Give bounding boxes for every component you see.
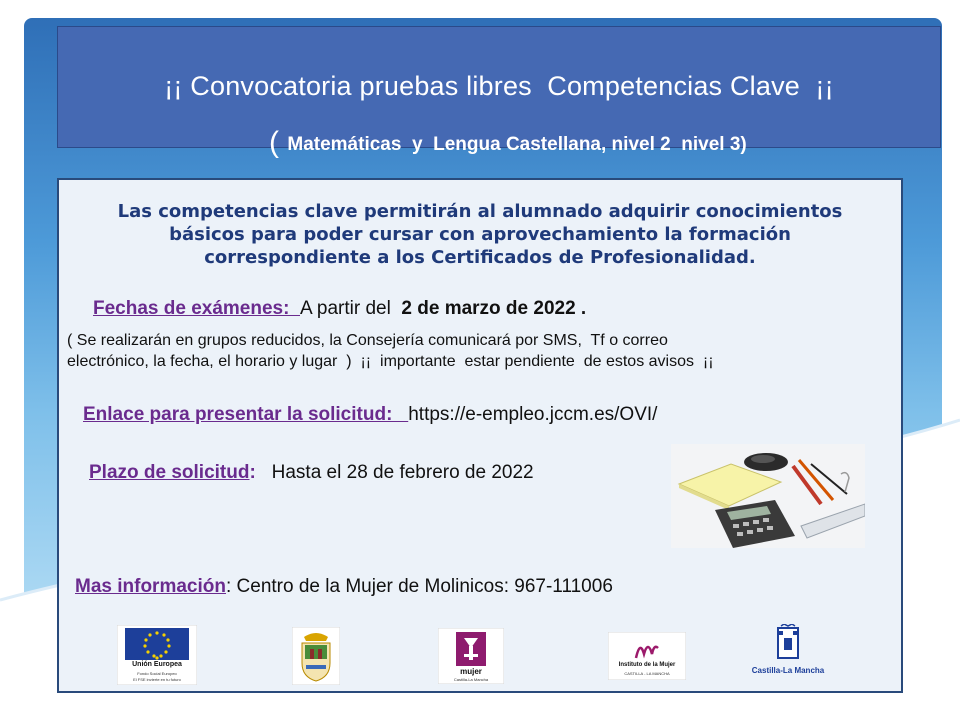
plazo-value: Hasta el 28 de febrero de 2022 <box>255 462 534 483</box>
enlace-label: Enlace para presentar la solicitud: <box>83 404 409 425</box>
enlace-url[interactable]: https://e-empleo.jccm.es/OVI/ <box>408 404 658 425</box>
fechas-note-line-1: ( Se realizarán en grupos reducidos, la Consejería comunicará por SMS, Tf o correo <box>67 332 668 349</box>
fechas-note-line-2: electrónico, la fecha, el horario y lugar ) ¡¡ importante estar pendiente de estos avisos ¡¡ <box>67 353 714 370</box>
eu-logo-sub2: El FSE invierte en tu futuro <box>133 677 181 682</box>
fechas-label: Fechas de exámenes: <box>93 298 300 319</box>
title-subjects: Matemáticas y Lengua Castellana, nivel 2 nivel 3) <box>287 134 747 155</box>
plazo-label: Plazo de solicitud <box>89 462 250 483</box>
intro-line-2: básicos para poder cursar con aprovechamiento la formación <box>169 224 791 245</box>
eu-logo <box>117 625 197 685</box>
title-heading: ¡¡ Convocatoria pruebas libres Competencias Clave ¡¡ <box>164 71 834 101</box>
title-paren: ( <box>269 126 288 159</box>
fechas-row <box>93 298 586 320</box>
info-label: Mas información <box>75 576 226 597</box>
eu-logo-name: Unión Europea <box>132 661 182 668</box>
fechas-note <box>67 330 897 372</box>
intro-line-1: Las competencias clave permitirán al alumnado adquirir conocimientos <box>117 201 843 222</box>
info-value: : Centro de la Mujer de Molinicos: 967-111006 <box>225 576 613 597</box>
instituto-logo-sub: CASTILLA - LA MANCHA <box>624 671 670 676</box>
plazo-row <box>89 462 534 484</box>
office-supplies-image <box>671 444 865 548</box>
clm-logo-name: Castilla-La Mancha <box>751 666 825 675</box>
intro-line-3: correspondiente a los Certificados de Profesionalidad. <box>204 247 756 268</box>
content-panel <box>57 178 903 693</box>
title-banner <box>57 26 941 159</box>
fechas-prefix: A partir del <box>300 298 402 319</box>
info-row <box>75 576 613 598</box>
eu-logo-sub1: Fondo Social Europeo <box>137 671 177 676</box>
castilla-la-mancha-logo <box>745 624 831 680</box>
fechas-date: 2 de marzo de 2022 . <box>401 298 587 319</box>
enlace-row <box>83 404 657 426</box>
mujer-logo-name: mujer <box>460 667 482 676</box>
mujer-logo-sub: Castilla-La Mancha <box>453 677 489 682</box>
municipal-crest-logo <box>292 627 340 685</box>
mujer-logo <box>438 628 504 684</box>
title-subheading <box>58 108 940 178</box>
instituto-logo-name: Instituto de la Mujer <box>618 662 676 668</box>
plazo-colon: : <box>249 462 256 483</box>
instituto-mujer-logo <box>608 632 686 680</box>
intro-text <box>59 200 901 269</box>
